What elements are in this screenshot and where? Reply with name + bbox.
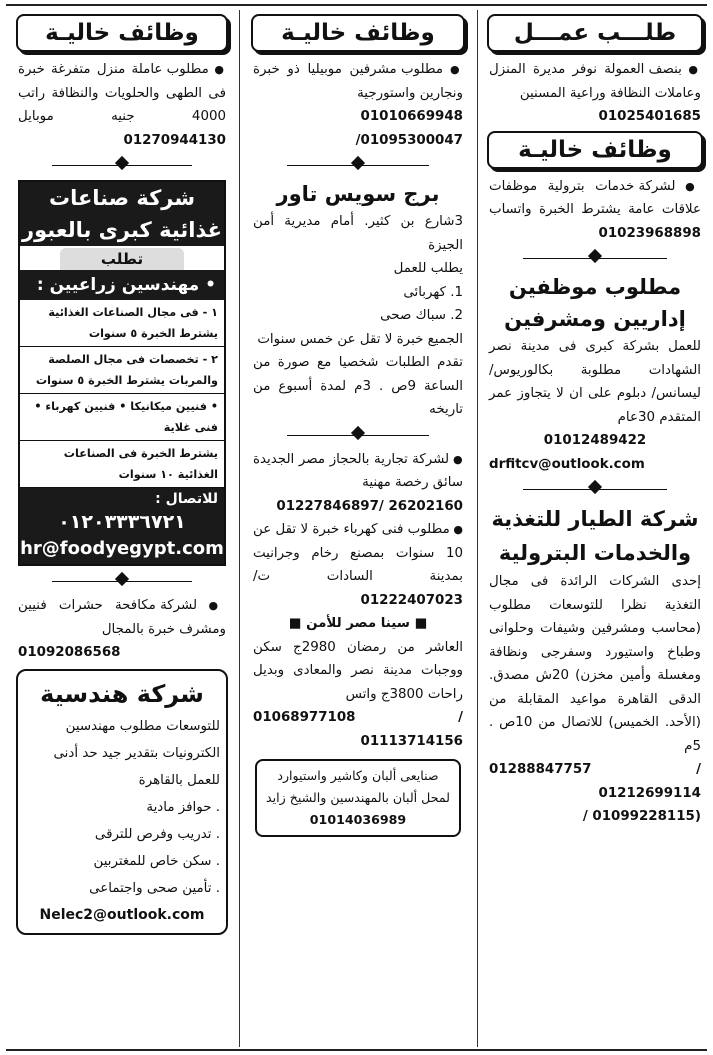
ad-phone: 01014036989 xyxy=(309,812,407,827)
classifieds-page xyxy=(6,4,707,1051)
ad-line: تقدم الطلبات شخصيا مع صورة من الساعة 9ص . 3م لمدة أسبوع من تاريخه xyxy=(253,355,463,417)
ad-text: صنايعى ألبان وكاشير واستيوارد لمحل ألبان بالمهندسين والشيخ زايد xyxy=(266,768,450,805)
ad-line: 3شارع بن كثير. أمام مديرية أمن الجيزة xyxy=(253,214,463,253)
ad-text: مطلوب عاملة منزل متفرغة خبرة فى الطهى والحلويات والنظافة راتب 4000 جنيه موبايل xyxy=(18,62,226,124)
ad-phone: / 01099228115) xyxy=(582,809,701,824)
ad-phones: 01068977108 / 01113714156 xyxy=(253,710,463,749)
bottom-rule xyxy=(6,1049,707,1051)
ad-swiss-tower xyxy=(247,178,469,422)
column-separator xyxy=(477,10,478,1047)
ad-text: لشركة مكافحة حشرات فنيين ومشرف خبرة بالمجال xyxy=(18,598,226,637)
ad-housemaid xyxy=(12,58,232,152)
ad-text: بنصف العمولة نوفر مديرة المنزل وعاملات النظافة وراعية المسنين xyxy=(489,62,701,101)
food-contact-label: للاتصال : xyxy=(20,488,224,510)
ad-line: 2. سباك صحى xyxy=(380,308,463,323)
ad-line: يطلب للعمل xyxy=(393,261,463,276)
ad-admin-staff xyxy=(483,271,707,476)
ad-text: مطلوب مشرفين موبيليا ذو خبرة ونجارين واستورجية xyxy=(253,62,463,101)
food-requires: تطلب xyxy=(60,248,184,270)
ad-text: إحدى الشركات الرائدة فى مجال التغذية نظرا للتوسعات مطلوب (محاسب ومشرفين وشيفات وحلوانى وطباخ واستيورد وسفرجى ونظافة ومغسلة وأمين مخزن) 20ش مصدق. الدقى القاهرة مواعيد المقابلة من (الأحد. الخميس) للاتصال من 10ص . 5م xyxy=(489,574,701,754)
food-title: شركة صناعات غذائية كبرى بالعبور xyxy=(20,182,224,246)
ad-title: شركة الطيار للتغذية xyxy=(491,507,699,531)
ad-title: سينا مصر للأمن xyxy=(306,616,410,631)
food-line: ٢ - تخصصات فى مجال الصلصة والمربات يشترط الخبرة ٥ سنوات xyxy=(20,347,224,394)
ad-security: ■ سينا مصر للأمن ■ العاشر من رمضان 2980ج سكن ووجبات مدينة نصر والمعادى وبديل راحات 3800ج واتس 01068977108 / 01113714156 xyxy=(253,616,463,749)
ad-phone: 01025401685 xyxy=(598,109,701,124)
middle-column xyxy=(247,12,469,1045)
food-line: يشترط الخبرة فى الصناعات الغذائية ١٠ سنوات xyxy=(20,441,224,488)
ad-phone: 01012489422 xyxy=(543,433,647,448)
eng-line: للتوسعات مطلوب مهندسين الكترونيات بتقدير جيد حد أدنى للعمل بالقاهرة xyxy=(53,718,220,788)
divider xyxy=(52,154,192,176)
section-header-vacancies: وظائف خاليـة xyxy=(251,14,465,52)
ad-dairy-box xyxy=(255,759,461,837)
divider xyxy=(523,247,667,269)
top-rule xyxy=(6,4,707,6)
ad-subtitle: إداريين ومشرفين xyxy=(504,307,686,331)
food-subtitle: • مهندسين زراعيين : xyxy=(20,270,224,300)
eng-line: . سكن خاص للمغتربين xyxy=(93,853,220,869)
ad-phone: 01270944130 xyxy=(123,132,226,148)
ad-phones: 01288847757 / 01212699114 xyxy=(489,762,701,801)
ad-text: للعمل بشركة كبرى فى مدينة نصر الشهادات مطلوبة بكالوريوس/ ليسانس/ دبلوم على ان لا يتجاوز عمر المتقدم 30عام xyxy=(489,339,701,425)
ad-phone: 01092086568 xyxy=(18,645,121,660)
section-header-job-wanted: طلـــب عمـــل xyxy=(487,14,703,52)
ad-housekeeping xyxy=(483,58,707,129)
food-line: ١ - فى مجال الصناعات الغذائية يشترط الخبرة ٥ سنوات xyxy=(20,300,224,347)
food-email: hr@foodyegypt.com xyxy=(20,534,224,564)
right-column xyxy=(483,12,707,1045)
column-separator xyxy=(239,10,240,1047)
section-header-vacancies: وظائف خاليـة xyxy=(16,14,228,52)
ad-phones: 01010669948 /01095300047 xyxy=(355,109,463,148)
ad-title: برج سويس تاور xyxy=(276,182,440,206)
ad-furniture xyxy=(247,58,469,152)
ad-phones: 01227846897/ 26202160 xyxy=(276,498,463,514)
ad-email: drfitcv@outlook.com xyxy=(489,456,645,472)
divider xyxy=(52,570,192,592)
left-column xyxy=(12,12,232,1045)
ad-phone: 01023968898 xyxy=(598,225,701,241)
ad-line: الجميع خبرة لا تقل عن خمس سنوات xyxy=(257,331,463,347)
ad-phone: 01222407023 xyxy=(360,592,463,608)
food-line: • فنيين ميكانيكا • فنيين كهرباء • فنى غلاية xyxy=(20,394,224,441)
section-header-vacancies: وظائف خاليـة xyxy=(487,131,703,169)
ad-text: لشركة خدمات بترولية موظفات علاقات عامة يشترط الخبرة واتساب xyxy=(489,178,701,217)
ad-pest-control xyxy=(12,594,232,665)
ad-title: مطلوب موظفين xyxy=(508,275,682,299)
ad-tayar xyxy=(483,502,707,829)
ad-text: مطلوب فنى كهرباء خبرة لا تقل عن 10 سنوات بمصنع رخام وجرانيت بمدينة السادات ت/ xyxy=(253,522,463,584)
ad-text: لشركة تجارية بالحجاز مصر الجديدة سائق رخصة مهنية xyxy=(253,451,463,490)
ad-petroleum-pr xyxy=(483,175,707,246)
eng-title: شركة هندسية xyxy=(40,679,204,708)
eng-email: Nelec2@outlook.com xyxy=(39,906,205,923)
ad-engineering-company xyxy=(16,669,228,935)
ad-text: العاشر من رمضان 2980ج سكن ووجبات مدينة نصر والمعادى وبديل راحات 3800ج واتس xyxy=(253,639,463,702)
ad-food-industries xyxy=(18,180,226,566)
eng-line: . تأمين صحى واجتماعى xyxy=(89,880,220,896)
eng-line: . حوافز مادية xyxy=(146,799,220,815)
ad-electrician xyxy=(247,518,469,612)
ad-line: 1. كهربائى xyxy=(403,284,463,300)
food-phone: ٠١٢٠٣٣٣٦٧٢١ xyxy=(20,510,224,534)
divider xyxy=(287,154,429,176)
eng-line: . تدريب وفرص للترقى xyxy=(94,826,220,842)
ad-subtitle: والخدمات البترولية xyxy=(498,541,692,565)
divider xyxy=(523,478,667,500)
divider xyxy=(287,424,429,446)
ad-driver xyxy=(247,448,469,519)
